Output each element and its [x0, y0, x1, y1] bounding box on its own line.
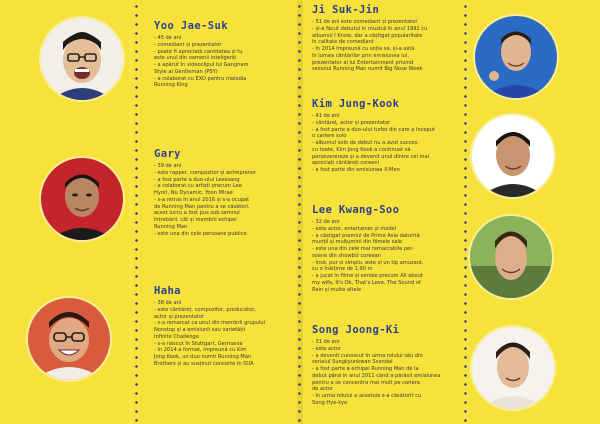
bio-name: Lee Kwang-Soo — [312, 204, 400, 216]
bio-line: - s-a născut în Stuttgart, Germania — [154, 340, 243, 347]
bio-line: Hyori, Nu Dynamic, Yoon Mirae — [154, 190, 233, 196]
bio-line: Brothers și au susținut concerte în SUA — [154, 360, 254, 367]
bio-line: - a colaborat cu artiști precum Lee — [154, 183, 242, 190]
portrait-haha — [28, 298, 110, 380]
dotted-divider-left — [135, 2, 138, 422]
bio-line: - în 2014 a format, împreună cu Kim — [154, 347, 247, 354]
bio-line: - este una din cele mai remarcabile per- — [312, 246, 414, 252]
bio-line: - a fost parte a echipei Running Man de la — [312, 366, 419, 372]
bio-lee-kwang-soo — [312, 204, 460, 293]
bio-line: - a colaborat cu EXO pentru melodia — [154, 75, 247, 82]
bio-line: munții și mulțumirii din filmele sale — [312, 239, 403, 246]
bio-line: Rain și multe altele — [312, 286, 362, 293]
bio-line: my wife, It's Ok, That's Love, The Sound of — [312, 279, 421, 286]
bio-line: Jong Kook, un duo numit Running Man — [154, 354, 252, 360]
bio-line: o cariere solo — [312, 133, 347, 140]
bio-name: Song Joong-Ki — [312, 324, 400, 336]
bio-line: albumul I Know, dar a câștigat popularitate — [312, 32, 423, 39]
bio-line: cu o înălțime de 1,90 m — [312, 266, 373, 273]
bio-name: Gary — [154, 148, 181, 160]
photo-gary — [39, 156, 125, 242]
bio-line: Nonstop și a emisiunii sau varietății — [154, 327, 246, 333]
bio-line: soane din showbiz coreean — [312, 252, 381, 259]
bio-line: Style al Gentleman (PSY) — [154, 68, 218, 75]
bio-line: - 32 de ani — [312, 219, 340, 225]
photo-yoo-jae-suk — [39, 16, 125, 102]
bio-line: - 45 de ani — [154, 35, 182, 41]
bio-gary — [154, 148, 292, 237]
bio-name: Haha — [154, 285, 181, 297]
bio-line: - 38 de ani — [154, 300, 182, 306]
portrait-gary — [41, 158, 123, 240]
bio-line: - comediant și prezentator — [154, 41, 222, 48]
photo-kim-jung-kook — [470, 113, 556, 199]
photo-song-joong-ki — [470, 325, 556, 411]
bio-line: - a fost parte a duo-ului turbo din care a început — [312, 126, 435, 133]
bio-line: - este una din cele persoane publice — [154, 230, 247, 237]
portrait-kim-jung-kook — [472, 115, 554, 197]
bio-line: - a jucat în filme și seriale precum All about — [312, 273, 423, 279]
bio-lines — [154, 163, 292, 237]
bio-line: - s-a retras în anul 2016 și s-a ocupat — [154, 196, 250, 203]
bio-yoo-jae-suk — [154, 20, 292, 89]
bio-line: - este actor, entertainer și model — [312, 225, 397, 232]
bio-line: este unul din oamenii inteligenți — [154, 55, 237, 62]
bio-line: - s-a remarcat ca unul din membrii grupului — [154, 320, 266, 327]
bio-line: sezonul Running Man numit Big Nose Week — [312, 66, 423, 73]
bio-line: întrebării, cât și membrii echipei — [154, 217, 237, 223]
bio-line: - 31 de ani — [312, 339, 340, 345]
bio-lines — [312, 339, 460, 407]
bio-line: - poate fi apreciată cantitatea și tu — [154, 48, 243, 55]
bio-line: de Running Man pentru a se căsători, — [154, 203, 250, 210]
portrait-lee-kwang-soo — [470, 216, 552, 298]
bio-kim-jung-kook — [312, 98, 460, 174]
bio-haha — [154, 285, 292, 368]
dotted-divider-right — [464, 2, 467, 422]
portrait-yoo-jae-suk — [41, 18, 123, 100]
bio-line: cu toate, Kim Jong Kook a continuat să — [312, 146, 411, 153]
bio-line: Infinite Challenge — [154, 333, 199, 340]
bio-line: - 51 de ani este comediant și prezentator — [312, 19, 418, 25]
bio-line: - cântăreț, actor și prezentator — [312, 119, 391, 126]
bio-song-joong-ki — [312, 324, 460, 407]
portrait-ji-suk-jin — [475, 16, 557, 98]
portrait-song-joong-ki — [472, 327, 554, 409]
bio-line: prezentator al lui Entertainment privind — [312, 59, 414, 66]
bio-line: apreciați cântăreți coreeni — [312, 160, 380, 167]
bio-lines — [154, 35, 292, 89]
bio-ji-suk-jin — [312, 4, 460, 73]
bio-lines — [312, 219, 460, 293]
bio-line: - și-a făcut debutul în muzică în anul 1992 cu — [312, 25, 428, 32]
bio-line: - a apărut în videoclipul lui Gangnam — [154, 62, 249, 68]
bio-lines — [312, 113, 460, 174]
bio-line: Running Man — [154, 223, 188, 230]
bio-line: - a câștigat premiul de Prima Asia datorită — [312, 232, 420, 239]
bio-line: acest lucru a fost pus sub semnul — [154, 210, 240, 217]
bio-line: perseverereze și a devenit unul dintre cei mai — [312, 153, 430, 160]
bio-line: debut până în anul 2011 când a părăsit emisiunea — [312, 372, 441, 379]
bio-line: de actor — [312, 386, 334, 393]
bio-line: serialul Sungkyunkwan Scandal — [312, 359, 393, 366]
bio-name: Yoo Jae-Suk — [154, 20, 228, 32]
bio-line: - în urma rolului a acestuia s-a căsătorit cu — [312, 393, 422, 399]
bio-line: - 41 de ani — [312, 113, 340, 119]
bio-line: Song Hye-kyo — [312, 399, 348, 406]
bio-line: - este cântăreț, compozitor, producător, — [154, 306, 256, 313]
bio-line: pentru a se concentra mai mult pe cariera — [312, 379, 420, 386]
bio-line: - albumul solo de debut nu a avut succes, — [312, 140, 419, 146]
bio-line: în calitate de comediant — [312, 39, 374, 46]
bio-line: - însă, pur și simplu, este și un tip amuzant, — [312, 259, 424, 266]
bio-name: Ji Suk-Jin — [312, 4, 380, 16]
bio-line: - a fost parte a duo-ului Leessang — [154, 176, 240, 183]
bio-line: - a fost parte din emisiunea X-Men — [312, 167, 400, 173]
bio-line: - este actor — [312, 345, 342, 352]
dotted-divider-center — [298, 2, 301, 422]
bio-line: - a devenit cunoscut în urma rolului său din — [312, 352, 423, 359]
bio-lines — [312, 19, 460, 73]
bio-line: în lumea cântărilor prin emisiunea lui, — [312, 52, 409, 59]
photo-lee-kwang-soo — [468, 214, 554, 300]
bio-line: - 39 de ani — [154, 163, 182, 169]
bio-line: - în 2014 împreună cu soția sa, și-a astă — [312, 46, 415, 52]
bio-line: Running King — [154, 82, 188, 89]
bio-name: Kim Jung-Kook — [312, 98, 400, 110]
bio-lines — [154, 300, 292, 368]
photo-haha — [26, 296, 112, 382]
bio-line: actor și prezentator — [154, 313, 205, 320]
photo-ji-suk-jin — [473, 14, 559, 100]
bio-line: - este rapper, compozitor și antreprenor — [154, 169, 257, 176]
